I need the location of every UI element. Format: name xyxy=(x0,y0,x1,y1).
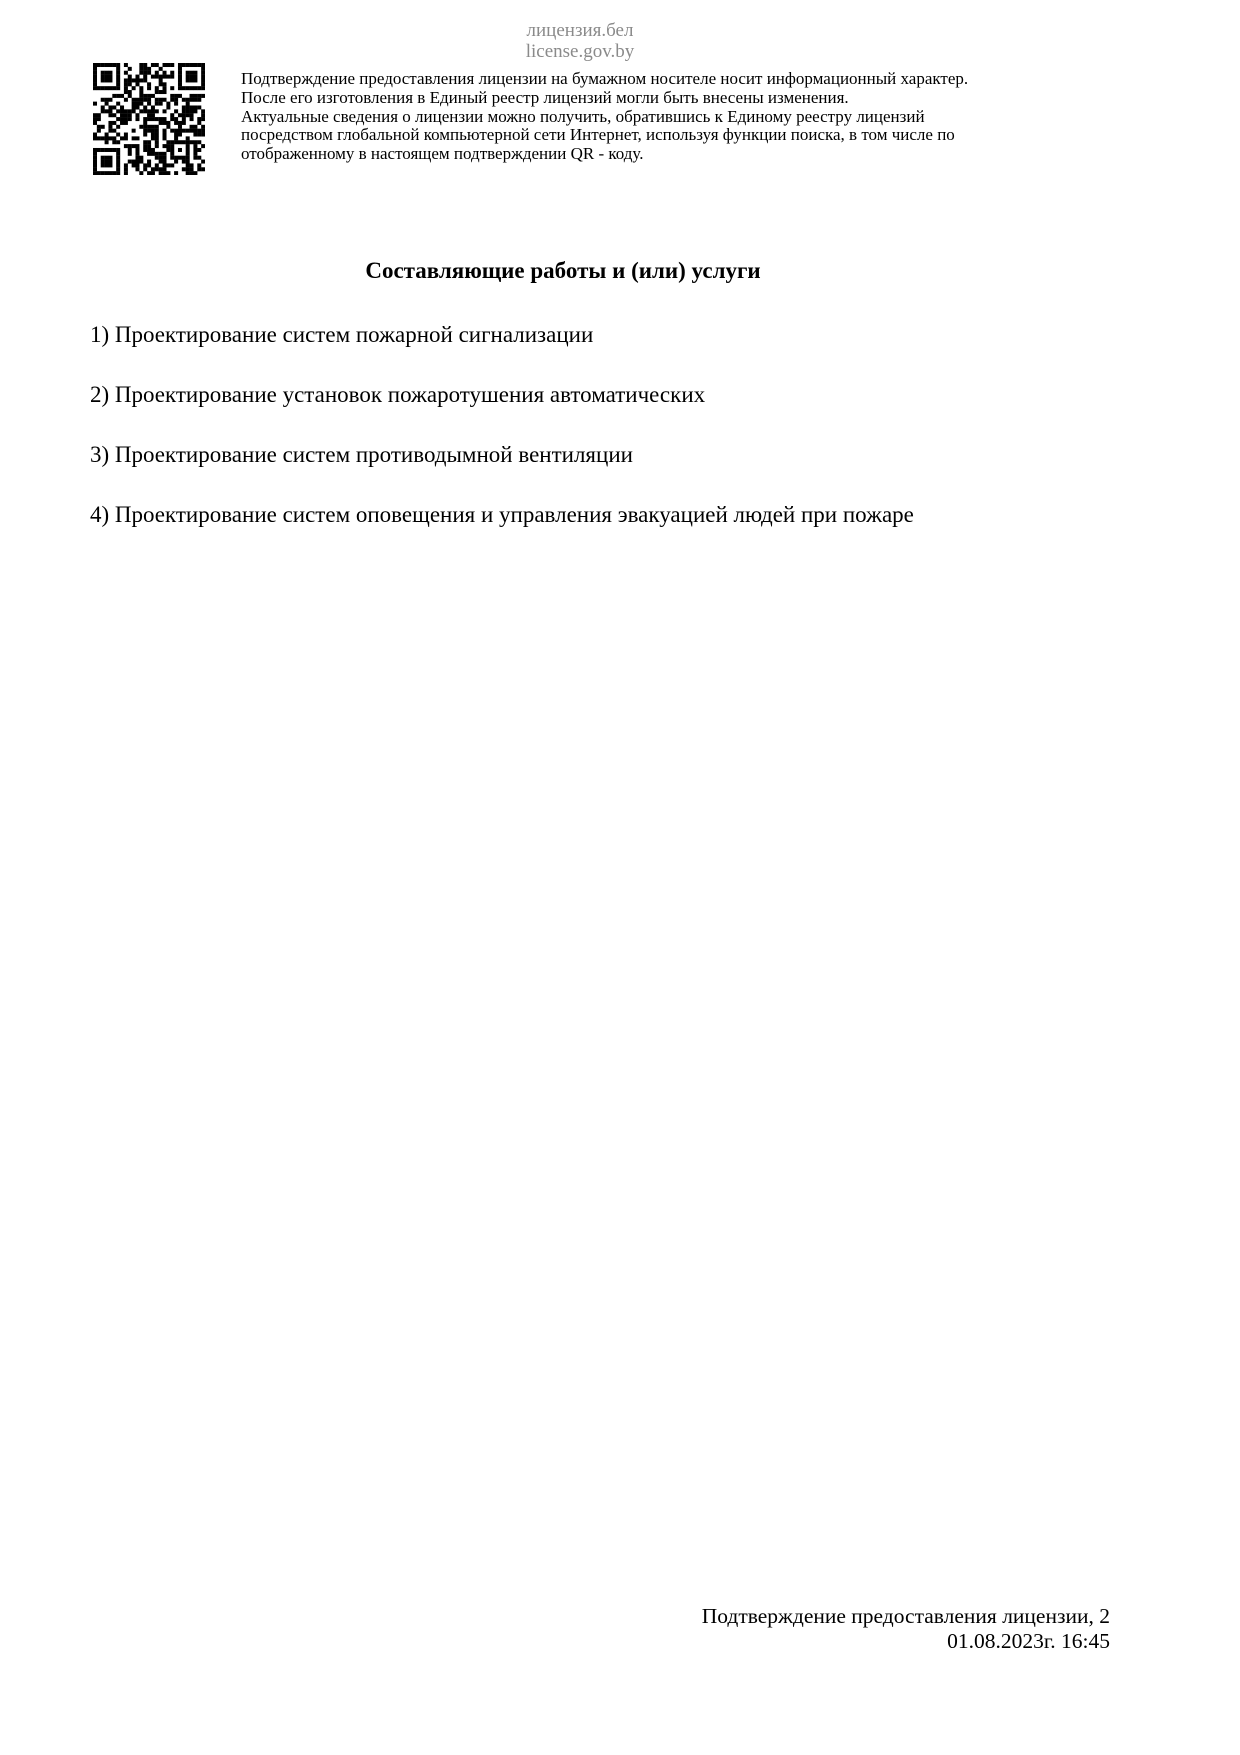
services-list xyxy=(90,321,914,561)
section-title: Составляющие работы и (или) услуги xyxy=(365,258,761,283)
qr-note-line: Подтверждение предоставления лицензии на бумажном носителе носит информационный характер. xyxy=(241,69,969,88)
qr-note xyxy=(241,70,968,164)
service-item: 4) Проектирование систем оповещения и управления эвакуацией людей при пожаре xyxy=(90,502,914,527)
site-header-domain: лицензия.бел xyxy=(526,20,634,41)
site-header xyxy=(0,20,1160,62)
qr-code xyxy=(93,63,205,175)
footer-timestamp: 01.08.2023г. 16:45 xyxy=(947,1628,1110,1653)
service-item: 3) Проектирование систем противодымной вентиляции xyxy=(90,442,633,467)
qr-note-line: посредством глобальной компьютерной сети Интернет, используя функции поиска, в том числе по xyxy=(241,125,955,145)
qr-note-line: отображенному в настоящем подтверждении QR - коду. xyxy=(241,144,644,164)
service-item: 2) Проектирование установок пожаротушения автоматических xyxy=(90,382,706,407)
document-footer xyxy=(702,1604,1110,1653)
site-header-url: license.gov.by xyxy=(525,41,635,62)
qr-code-icon xyxy=(93,63,205,175)
qr-note-line: Актуальные сведения о лицензии можно получить, обратившись к Единому реестру лицензий xyxy=(241,106,925,126)
footer-page-label: Подтверждение предоставления лицензии, 2 xyxy=(701,1604,1110,1628)
qr-note-line: После его изготовления в Единый реестр лицензий могли быть внесены изменения. xyxy=(241,87,849,107)
service-item: 1) Проектирование систем пожарной сигнализации xyxy=(90,322,594,347)
